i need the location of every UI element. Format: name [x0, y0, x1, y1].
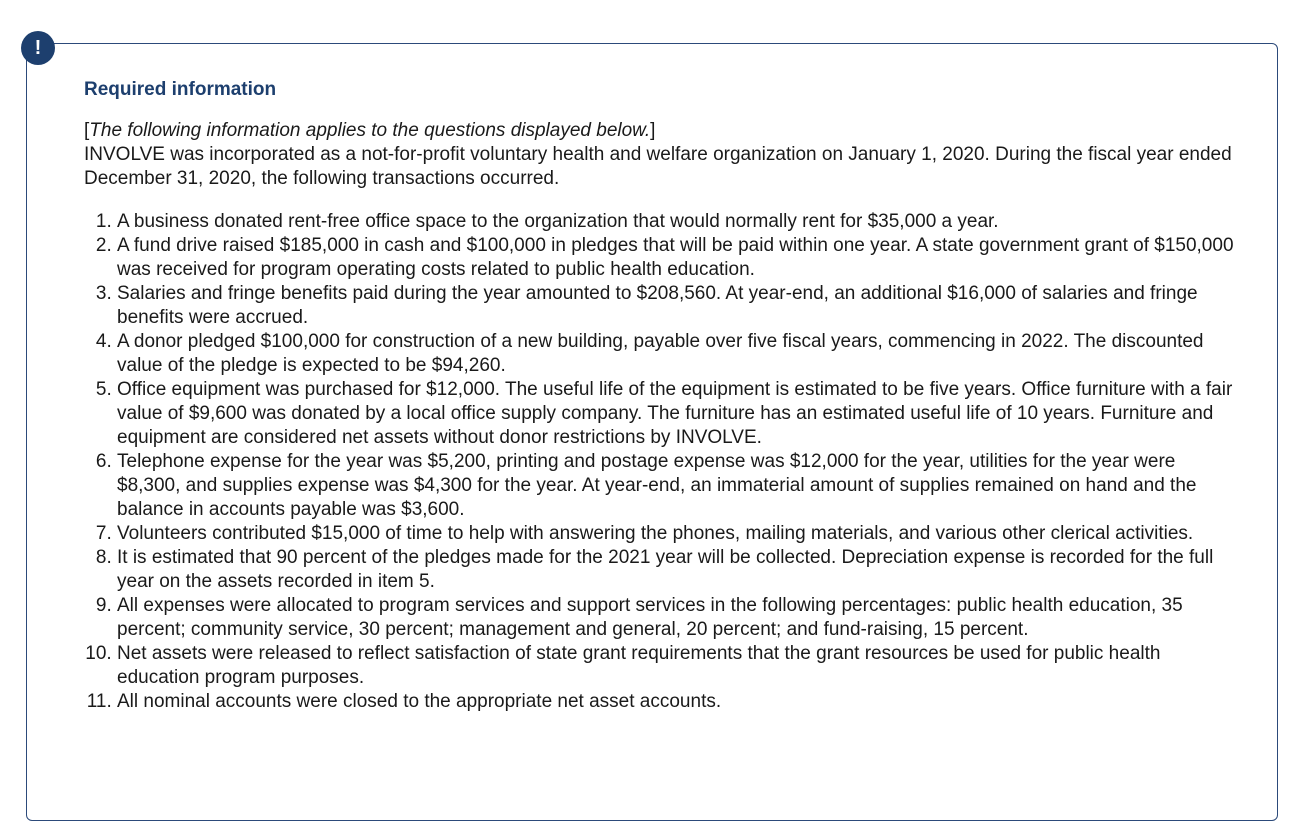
list-item: 6. Telephone expense for the year was $5,200, printing and postage expense was $12,000 for the year, utilities for the year were $8,300, and supplies expense was $4,300 for the year. At year-end, an immaterial amount of supplies remained on hand and the balance in accounts payable was $3,600.	[117, 450, 1234, 522]
intro-paragraph	[84, 119, 1234, 191]
list-item: 9. All expenses were allocated to program services and support services in the following percentages: public health education, 35 percent; community service, 30 percent; management and general, 20 percent; and fund-raising, 15 percent.	[117, 594, 1234, 642]
list-item: 4. A donor pledged $100,000 for construction of a new building, payable over five fiscal years, commencing in 2022. The discounted value of the pledge is expected to be $94,260.	[117, 330, 1234, 378]
list-item: 2. A fund drive raised $185,000 in cash and $100,000 in pledges that will be paid within one year. A state government grant of $150,000 was received for program operating costs related to public health education.	[117, 234, 1234, 282]
list-item: 8. It is estimated that 90 percent of the pledges made for the 2021 year will be collected. Depreciation expense is recorded for the full year on the assets recorded in item 5.	[117, 546, 1234, 594]
list-item: 7. Volunteers contributed $15,000 of time to help with answering the phones, mailing materials, and various other clerical activities.	[117, 522, 1234, 546]
applies-note: The following information applies to the questions displayed below.	[89, 120, 651, 141]
transaction-list	[84, 210, 1234, 714]
list-item: 10. Net assets were released to reflect satisfaction of state grant requirements that the grant resources be used for public health education program purposes.	[117, 642, 1234, 690]
bracket-open: [	[84, 120, 90, 141]
intro-text: INVOLVE was incorporated as a not-for-profit voluntary health and welfare organization on January 1, 2020. During the fiscal year ended December 31, 2020, the following transactions occurred.	[84, 144, 1232, 189]
alert-icon: !	[21, 31, 55, 65]
section-heading: Required information	[84, 79, 277, 100]
list-item: 11. All nominal accounts were closed to the appropriate net asset accounts.	[117, 690, 1234, 714]
list-item: 1. A business donated rent-free office space to the organization that would normally rent for $35,000 a year.	[117, 210, 1234, 234]
panel-content	[84, 78, 1234, 714]
list-item: 5. Office equipment was purchased for $12,000. The useful life of the equipment is estimated to be five years. Office furniture with a fair value of $9,600 was donated by a local office supply company. The furniture has an estimated useful life of 10 years. Furniture and equipment are considered net assets without donor restrictions by INVOLVE.	[117, 378, 1234, 450]
bracket-close: ]	[650, 120, 656, 141]
list-item: 3. Salaries and fringe benefits paid during the year amounted to $208,560. At year-end, an additional $16,000 of salaries and fringe benefits were accrued.	[117, 282, 1234, 330]
required-information-panel	[26, 43, 1278, 821]
